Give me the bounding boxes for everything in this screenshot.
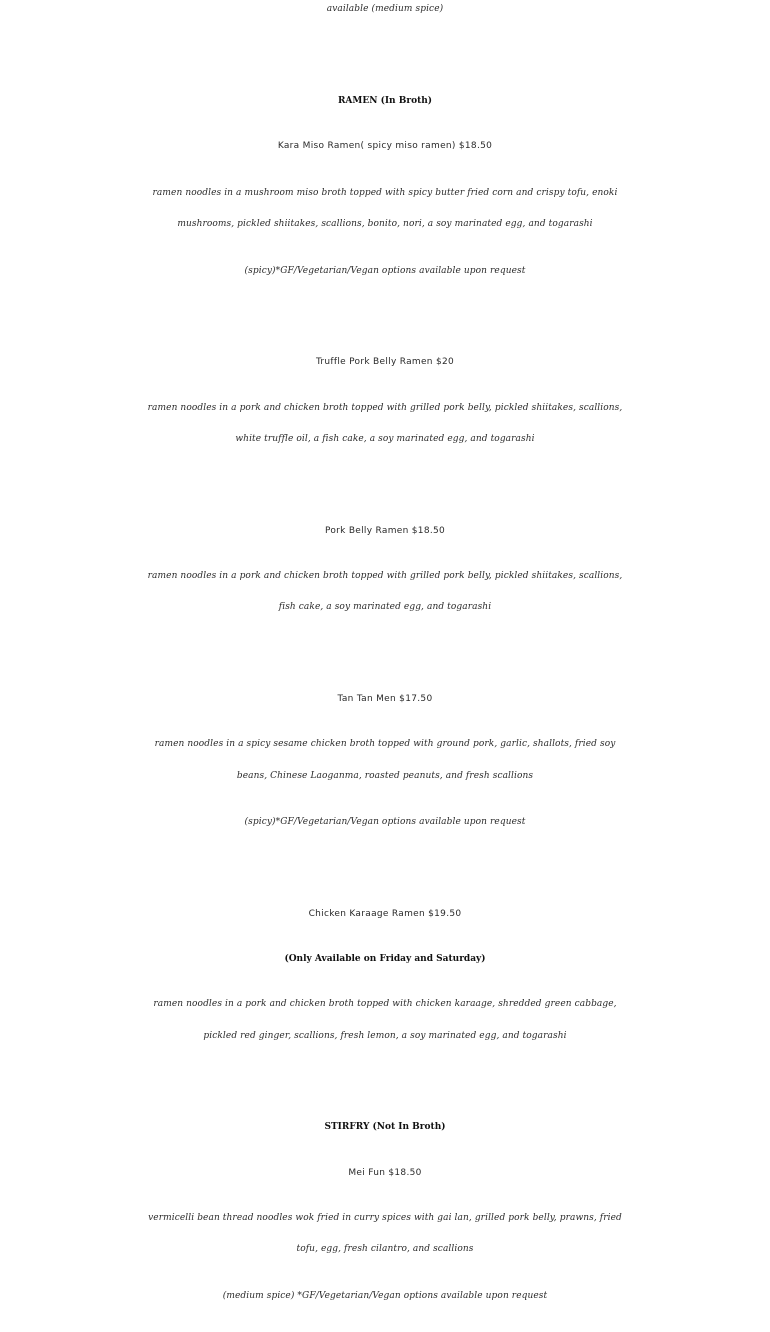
truffle-pork-belly-ramen-description-line-2: white truffle oil, a fish cake, a soy marinated egg, and togarashi bbox=[235, 434, 535, 444]
previous-item-note: available (medium spice) bbox=[326, 4, 444, 14]
chicken-karaage-ramen-description-line-2: pickled red ginger, scallions, fresh lemon, a soy marinated egg, and togarashi bbox=[203, 1031, 567, 1041]
kara-miso-ramen-description-line-2: mushrooms, pickled shiitakes, scallions, bonito, nori, a soy marinated egg, and togarashi bbox=[177, 219, 593, 229]
chicken-karaage-availability-note: (Only Available on Friday and Saturday) bbox=[284, 954, 486, 964]
mei-fun-options-note: (medium spice) *GF/Vegetarian/Vegan options available upon request bbox=[222, 1291, 548, 1301]
kara-miso-ramen-title: Kara Miso Ramen( spicy miso ramen) $18.50 bbox=[277, 141, 493, 151]
kara-miso-ramen-description-line-1: ramen noodles in a mushroom miso broth topped with spicy butter fried corn and crispy tofu, enoki bbox=[152, 188, 618, 198]
tan-tan-men-options-note: (spicy)*GF/Vegetarian/Vegan options available upon request bbox=[244, 817, 526, 827]
ramen-section-heading: RAMEN (In Broth) bbox=[337, 96, 433, 106]
mei-fun-description-line-2: tofu, egg, fresh cilantro, and scallions bbox=[296, 1244, 474, 1254]
mei-fun-title: Mei Fun $18.50 bbox=[348, 1168, 422, 1178]
pork-belly-ramen-title: Pork Belly Ramen $18.50 bbox=[324, 526, 446, 536]
stirfry-section-heading: STIRFRY (Not In Broth) bbox=[324, 1122, 446, 1132]
pork-belly-ramen-description-line-2: fish cake, a soy marinated egg, and togarashi bbox=[278, 602, 492, 612]
kara-miso-ramen-options-note: (spicy)*GF/Vegetarian/Vegan options available upon request bbox=[244, 266, 526, 276]
tan-tan-men-description-line-1: ramen noodles in a spicy sesame chicken broth topped with ground pork, garlic, shallots, fried soy bbox=[154, 739, 616, 749]
tan-tan-men-description-line-2: beans, Chinese Laoganma, roasted peanuts, and fresh scallions bbox=[236, 771, 534, 781]
truffle-pork-belly-ramen-description-line-1: ramen noodles in a pork and chicken broth topped with grilled pork belly, pickled shiitakes, scallions, bbox=[147, 403, 623, 413]
tan-tan-men-title: Tan Tan Men $17.50 bbox=[337, 694, 433, 704]
mei-fun-description-line-1: vermicelli bean thread noodles wok fried in curry spices with gai lan, grilled pork belly, prawns, fried bbox=[148, 1213, 622, 1223]
pork-belly-ramen-description-line-1: ramen noodles in a pork and chicken broth topped with grilled pork belly, pickled shiitakes, scallions, bbox=[147, 571, 623, 581]
truffle-pork-belly-ramen-title: Truffle Pork Belly Ramen $20 bbox=[315, 357, 455, 367]
chicken-karaage-ramen-title: Chicken Karaage Ramen $19.50 bbox=[308, 909, 462, 919]
chicken-karaage-ramen-description-line-1: ramen noodles in a pork and chicken broth topped with chicken karaage, shredded green cabbage, bbox=[153, 999, 617, 1009]
